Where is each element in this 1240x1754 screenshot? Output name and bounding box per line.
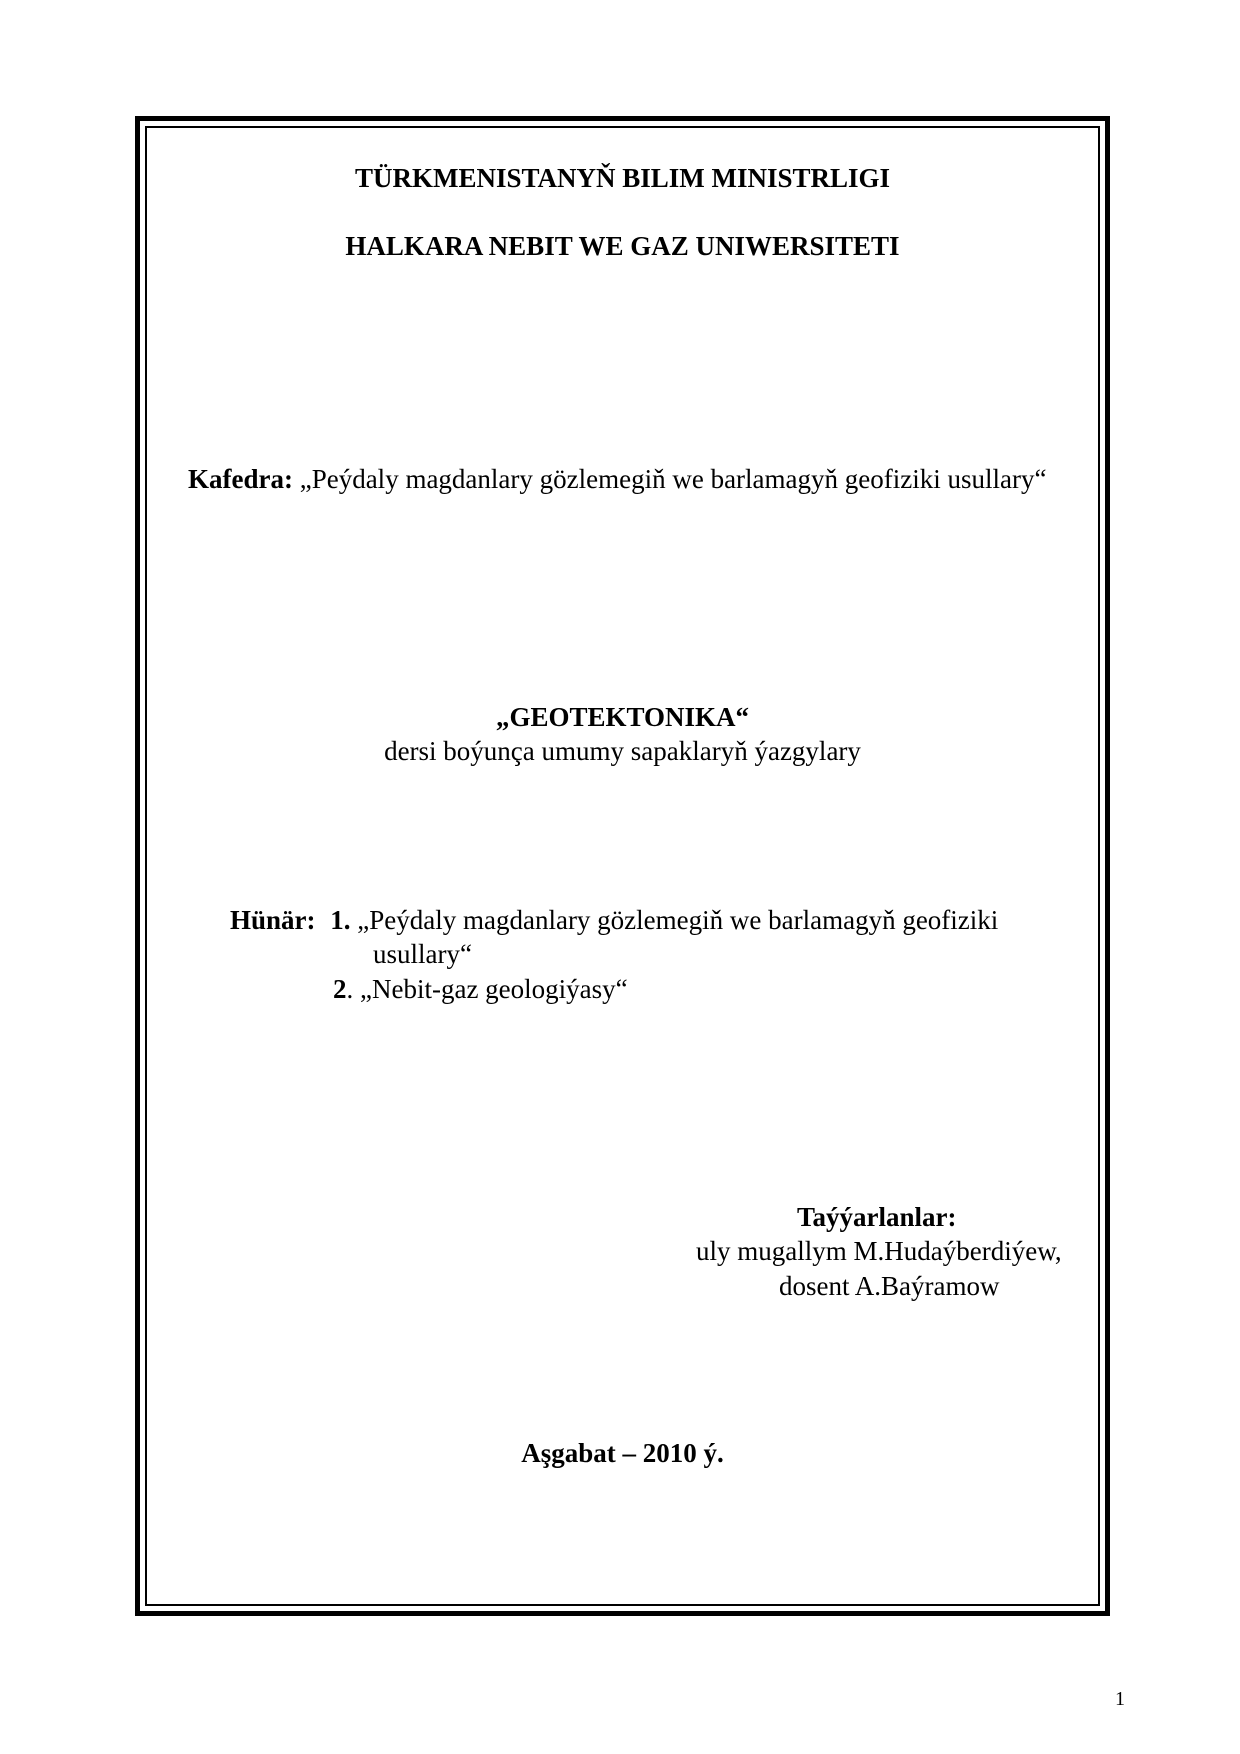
specialty-line-1-continued: usullary“ bbox=[373, 939, 472, 969]
specialty-text-1: „Peýdaly magdanlary gözlemegiň we barlamagyň geofiziki bbox=[357, 905, 999, 935]
subject-subtitle: dersi boýunça umumy sapaklaryň ýazgylary bbox=[384, 736, 861, 766]
specialty-text-2: . „Nebit-gaz geologiýasy“ bbox=[346, 974, 628, 1004]
page-number: 1 bbox=[1115, 1688, 1125, 1710]
department-line bbox=[188, 462, 1046, 496]
subject-title: „GEOTEKTONIKA“ bbox=[495, 702, 750, 732]
specialty-label: Hünär: bbox=[230, 905, 316, 935]
department-name: „Peýdaly magdanlary gözlemegiň we barlamagyň geofiziki usullary“ bbox=[299, 464, 1047, 494]
page-border-inner bbox=[145, 126, 1100, 1606]
author-1: uly mugallym M.Hudaýberdiýew, bbox=[696, 1236, 1062, 1266]
university-heading: HALKARA NEBIT WE GAZ UNIWERSITETI bbox=[345, 231, 900, 261]
place-year: Aşgabat – 2010 ý. bbox=[521, 1438, 724, 1468]
ministry-heading: TÜRKMENISTANYŇ BILIM MINISTRLIGI bbox=[354, 163, 891, 193]
specialty-line-2 bbox=[333, 972, 628, 1006]
department-label: Kafedra: bbox=[188, 464, 293, 494]
authors-label: Taýýarlanlar: bbox=[797, 1202, 957, 1232]
specialty-line-1 bbox=[230, 903, 998, 937]
specialty-number-2: 2 bbox=[333, 974, 347, 1004]
specialty-number-1: 1. bbox=[330, 905, 351, 935]
author-2: dosent A.Baýramow bbox=[779, 1271, 1000, 1301]
